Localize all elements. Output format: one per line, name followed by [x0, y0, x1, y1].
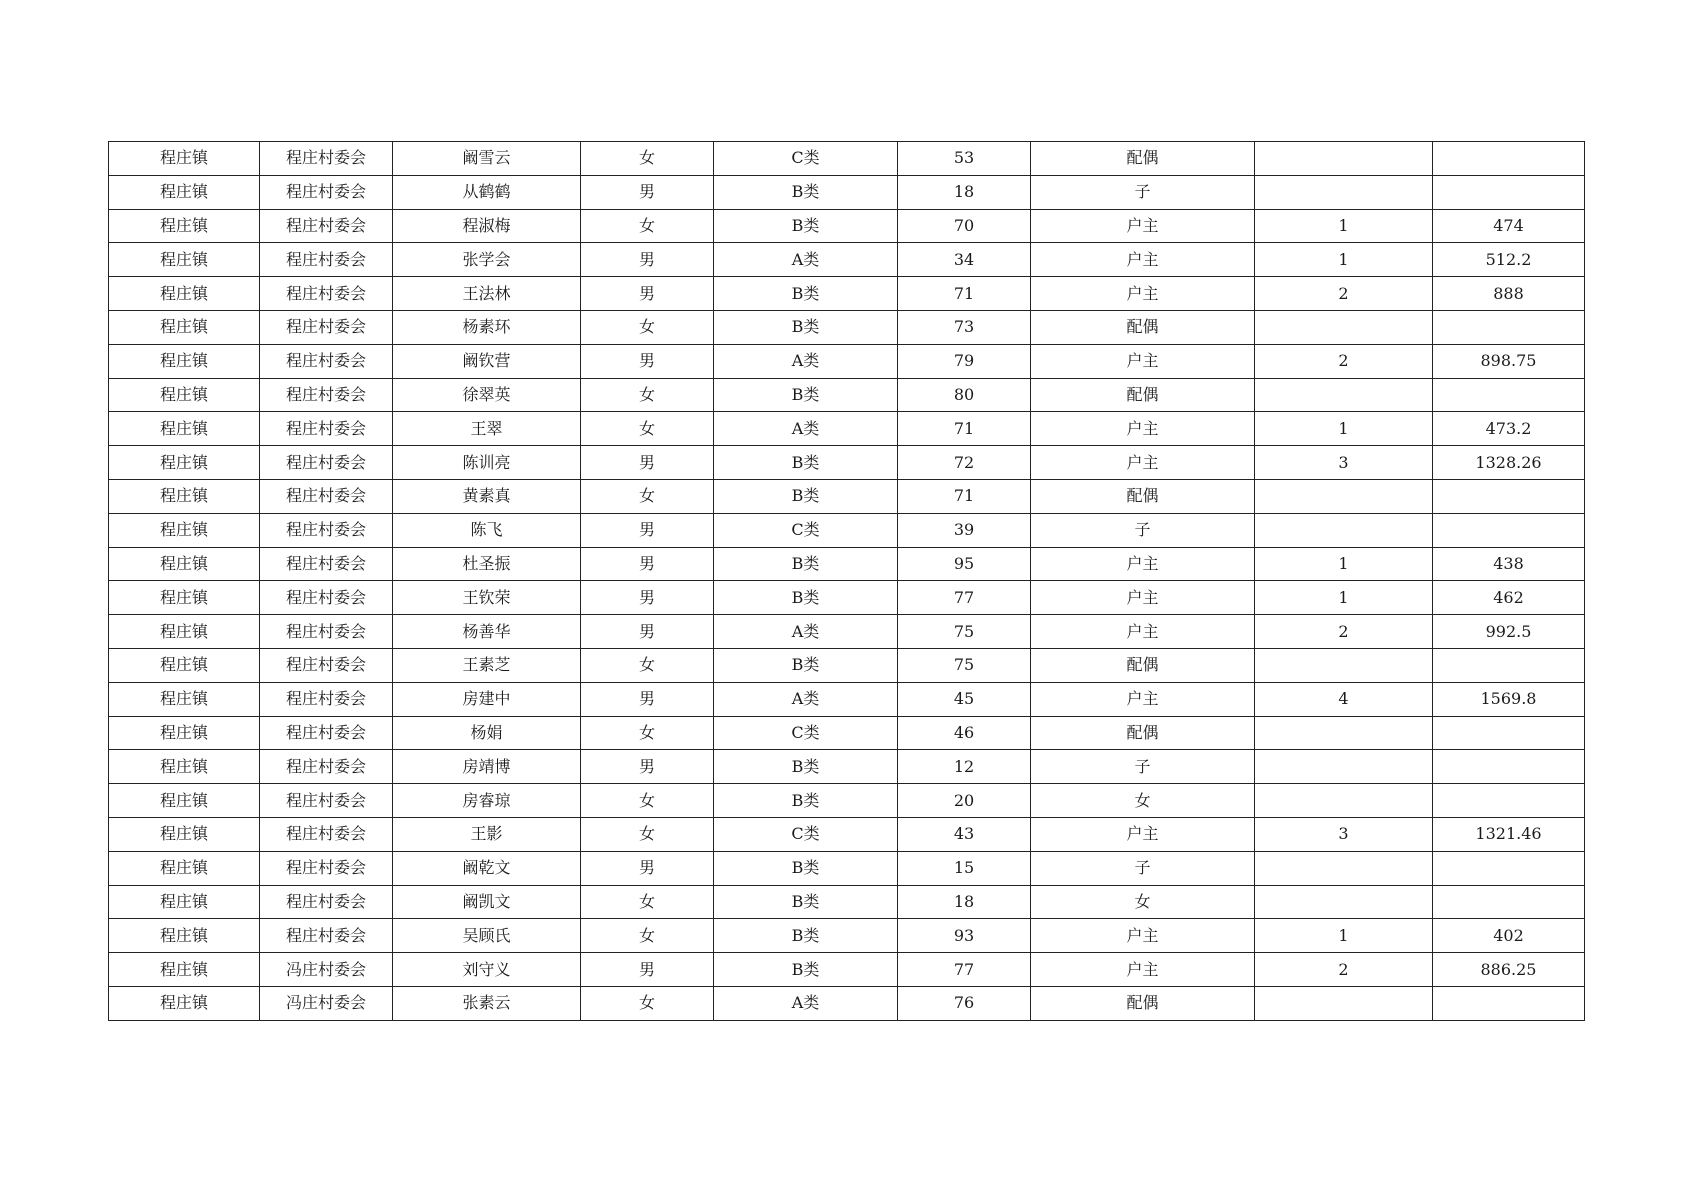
household-size-cell: 1 [1255, 209, 1433, 243]
village-committee-cell: 程庄村委会 [260, 615, 393, 649]
table-row [109, 310, 1585, 344]
town-cell: 程庄镇 [109, 716, 260, 750]
gender-cell: 男 [581, 953, 714, 987]
age-cell: 75 [898, 615, 1031, 649]
name-cell: 杨素环 [393, 310, 581, 344]
table-row [109, 817, 1585, 851]
category-cell: C类 [714, 817, 898, 851]
category-cell: A类 [714, 986, 898, 1020]
relation-cell: 配偶 [1031, 378, 1255, 412]
town-cell: 程庄镇 [109, 784, 260, 818]
village-committee-cell: 程庄村委会 [260, 919, 393, 953]
category-cell: A类 [714, 615, 898, 649]
village-committee-cell: 程庄村委会 [260, 277, 393, 311]
table-row [109, 885, 1585, 919]
gender-cell: 男 [581, 513, 714, 547]
category-cell: B类 [714, 784, 898, 818]
age-cell: 73 [898, 310, 1031, 344]
village-committee-cell: 程庄村委会 [260, 175, 393, 209]
town-cell: 程庄镇 [109, 851, 260, 885]
village-committee-cell: 程庄村委会 [260, 648, 393, 682]
name-cell: 杨娟 [393, 716, 581, 750]
household-size-cell: 2 [1255, 615, 1433, 649]
name-cell: 陈飞 [393, 513, 581, 547]
age-cell: 79 [898, 344, 1031, 378]
gender-cell: 女 [581, 885, 714, 919]
gender-cell: 女 [581, 784, 714, 818]
name-cell: 张素云 [393, 986, 581, 1020]
age-cell: 72 [898, 446, 1031, 480]
name-cell: 从鹤鹤 [393, 175, 581, 209]
household-size-cell: 2 [1255, 277, 1433, 311]
village-committee-cell: 程庄村委会 [260, 344, 393, 378]
category-cell: B类 [714, 446, 898, 480]
table-row [109, 851, 1585, 885]
age-cell: 71 [898, 277, 1031, 311]
gender-cell: 男 [581, 446, 714, 480]
relation-cell: 配偶 [1031, 142, 1255, 176]
table-row [109, 344, 1585, 378]
relation-cell: 户主 [1031, 243, 1255, 277]
name-cell: 阚钦营 [393, 344, 581, 378]
household-size-cell [1255, 310, 1433, 344]
amount-cell: 474 [1433, 209, 1585, 243]
table-row [109, 243, 1585, 277]
table-row [109, 175, 1585, 209]
relation-cell: 子 [1031, 513, 1255, 547]
table-row [109, 277, 1585, 311]
village-committee-cell: 程庄村委会 [260, 378, 393, 412]
age-cell: 53 [898, 142, 1031, 176]
table-row [109, 784, 1585, 818]
town-cell: 程庄镇 [109, 513, 260, 547]
gender-cell: 男 [581, 682, 714, 716]
amount-cell [1433, 851, 1585, 885]
name-cell: 房睿琼 [393, 784, 581, 818]
village-committee-cell: 程庄村委会 [260, 784, 393, 818]
town-cell: 程庄镇 [109, 479, 260, 513]
age-cell: 77 [898, 953, 1031, 987]
category-cell: B类 [714, 310, 898, 344]
age-cell: 15 [898, 851, 1031, 885]
town-cell: 程庄镇 [109, 615, 260, 649]
household-size-cell: 1 [1255, 919, 1433, 953]
household-size-cell [1255, 479, 1433, 513]
category-cell: C类 [714, 716, 898, 750]
gender-cell: 男 [581, 547, 714, 581]
town-cell: 程庄镇 [109, 750, 260, 784]
name-cell: 房靖博 [393, 750, 581, 784]
amount-cell [1433, 784, 1585, 818]
town-cell: 程庄镇 [109, 547, 260, 581]
town-cell: 程庄镇 [109, 817, 260, 851]
household-size-cell [1255, 175, 1433, 209]
age-cell: 71 [898, 479, 1031, 513]
village-committee-cell: 程庄村委会 [260, 209, 393, 243]
relation-cell: 子 [1031, 851, 1255, 885]
category-cell: A类 [714, 344, 898, 378]
table-row [109, 648, 1585, 682]
amount-cell [1433, 479, 1585, 513]
table-row [109, 412, 1585, 446]
table-row [109, 750, 1585, 784]
town-cell: 程庄镇 [109, 919, 260, 953]
household-size-cell: 3 [1255, 446, 1433, 480]
age-cell: 45 [898, 682, 1031, 716]
age-cell: 80 [898, 378, 1031, 412]
amount-cell: 512.2 [1433, 243, 1585, 277]
gender-cell: 女 [581, 919, 714, 953]
category-cell: B类 [714, 277, 898, 311]
village-committee-cell: 程庄村委会 [260, 885, 393, 919]
relation-cell: 户主 [1031, 817, 1255, 851]
gender-cell: 男 [581, 581, 714, 615]
household-size-cell [1255, 784, 1433, 818]
village-committee-cell: 程庄村委会 [260, 682, 393, 716]
gender-cell: 女 [581, 716, 714, 750]
village-committee-cell: 程庄村委会 [260, 513, 393, 547]
amount-cell [1433, 378, 1585, 412]
village-committee-cell: 程庄村委会 [260, 243, 393, 277]
household-size-cell: 1 [1255, 547, 1433, 581]
household-size-cell: 1 [1255, 243, 1433, 277]
relation-cell: 户主 [1031, 682, 1255, 716]
amount-cell [1433, 142, 1585, 176]
town-cell: 程庄镇 [109, 648, 260, 682]
name-cell: 张学会 [393, 243, 581, 277]
household-size-cell: 1 [1255, 412, 1433, 446]
category-cell: B类 [714, 378, 898, 412]
category-cell: B类 [714, 581, 898, 615]
gender-cell: 女 [581, 817, 714, 851]
amount-cell: 886.25 [1433, 953, 1585, 987]
table-row [109, 716, 1585, 750]
household-size-cell [1255, 513, 1433, 547]
relation-cell: 子 [1031, 750, 1255, 784]
data-table [108, 141, 1585, 1021]
table-row [109, 581, 1585, 615]
town-cell: 程庄镇 [109, 209, 260, 243]
name-cell: 王法林 [393, 277, 581, 311]
relation-cell: 户主 [1031, 953, 1255, 987]
town-cell: 程庄镇 [109, 344, 260, 378]
gender-cell: 男 [581, 277, 714, 311]
category-cell: B类 [714, 547, 898, 581]
amount-cell [1433, 885, 1585, 919]
category-cell: B类 [714, 885, 898, 919]
category-cell: B类 [714, 919, 898, 953]
gender-cell: 男 [581, 344, 714, 378]
town-cell: 程庄镇 [109, 581, 260, 615]
relation-cell: 户主 [1031, 547, 1255, 581]
relation-cell: 户主 [1031, 412, 1255, 446]
town-cell: 程庄镇 [109, 885, 260, 919]
town-cell: 程庄镇 [109, 142, 260, 176]
town-cell: 程庄镇 [109, 175, 260, 209]
age-cell: 93 [898, 919, 1031, 953]
gender-cell: 男 [581, 615, 714, 649]
category-cell: B类 [714, 648, 898, 682]
village-committee-cell: 程庄村委会 [260, 750, 393, 784]
amount-cell: 473.2 [1433, 412, 1585, 446]
age-cell: 20 [898, 784, 1031, 818]
name-cell: 黄素真 [393, 479, 581, 513]
relation-cell: 户主 [1031, 615, 1255, 649]
table-row [109, 513, 1585, 547]
name-cell: 王影 [393, 817, 581, 851]
age-cell: 12 [898, 750, 1031, 784]
name-cell: 房建中 [393, 682, 581, 716]
household-size-cell [1255, 851, 1433, 885]
category-cell: C类 [714, 142, 898, 176]
village-committee-cell: 程庄村委会 [260, 142, 393, 176]
amount-cell [1433, 750, 1585, 784]
household-size-cell: 4 [1255, 682, 1433, 716]
gender-cell: 女 [581, 648, 714, 682]
name-cell: 杜圣振 [393, 547, 581, 581]
table-row [109, 682, 1585, 716]
household-size-cell [1255, 750, 1433, 784]
name-cell: 程淑梅 [393, 209, 581, 243]
age-cell: 75 [898, 648, 1031, 682]
amount-cell: 888 [1433, 277, 1585, 311]
gender-cell: 男 [581, 851, 714, 885]
age-cell: 18 [898, 175, 1031, 209]
category-cell: B类 [714, 953, 898, 987]
category-cell: B类 [714, 209, 898, 243]
name-cell: 王钦荣 [393, 581, 581, 615]
relation-cell: 配偶 [1031, 310, 1255, 344]
town-cell: 程庄镇 [109, 953, 260, 987]
name-cell: 阚雪云 [393, 142, 581, 176]
age-cell: 18 [898, 885, 1031, 919]
table-row [109, 479, 1585, 513]
household-size-cell [1255, 648, 1433, 682]
relation-cell: 户主 [1031, 344, 1255, 378]
household-size-cell [1255, 378, 1433, 412]
amount-cell: 992.5 [1433, 615, 1585, 649]
category-cell: A类 [714, 682, 898, 716]
relation-cell: 配偶 [1031, 479, 1255, 513]
table-row [109, 615, 1585, 649]
amount-cell: 898.75 [1433, 344, 1585, 378]
name-cell: 杨善华 [393, 615, 581, 649]
village-committee-cell: 程庄村委会 [260, 479, 393, 513]
age-cell: 46 [898, 716, 1031, 750]
name-cell: 刘守义 [393, 953, 581, 987]
age-cell: 43 [898, 817, 1031, 851]
relation-cell: 配偶 [1031, 648, 1255, 682]
name-cell: 阚凯文 [393, 885, 581, 919]
amount-cell [1433, 175, 1585, 209]
amount-cell: 438 [1433, 547, 1585, 581]
amount-cell: 462 [1433, 581, 1585, 615]
table-row [109, 142, 1585, 176]
village-committee-cell: 冯庄村委会 [260, 986, 393, 1020]
relation-cell: 配偶 [1031, 716, 1255, 750]
town-cell: 程庄镇 [109, 446, 260, 480]
name-cell: 王素芝 [393, 648, 581, 682]
household-size-cell: 1 [1255, 581, 1433, 615]
category-cell: B类 [714, 851, 898, 885]
age-cell: 95 [898, 547, 1031, 581]
amount-cell [1433, 986, 1585, 1020]
household-size-cell [1255, 885, 1433, 919]
gender-cell: 女 [581, 378, 714, 412]
amount-cell: 1321.46 [1433, 817, 1585, 851]
name-cell: 阚乾文 [393, 851, 581, 885]
relation-cell: 配偶 [1031, 986, 1255, 1020]
town-cell: 程庄镇 [109, 412, 260, 446]
village-committee-cell: 程庄村委会 [260, 412, 393, 446]
town-cell: 程庄镇 [109, 378, 260, 412]
category-cell: A类 [714, 243, 898, 277]
table-row [109, 986, 1585, 1020]
town-cell: 程庄镇 [109, 277, 260, 311]
name-cell: 陈训亮 [393, 446, 581, 480]
household-size-cell [1255, 142, 1433, 176]
household-size-cell [1255, 986, 1433, 1020]
village-committee-cell: 程庄村委会 [260, 817, 393, 851]
category-cell: B类 [714, 750, 898, 784]
relation-cell: 户主 [1031, 581, 1255, 615]
amount-cell [1433, 310, 1585, 344]
relation-cell: 女 [1031, 885, 1255, 919]
town-cell: 程庄镇 [109, 243, 260, 277]
village-committee-cell: 程庄村委会 [260, 716, 393, 750]
name-cell: 王翠 [393, 412, 581, 446]
household-size-cell: 2 [1255, 344, 1433, 378]
village-committee-cell: 程庄村委会 [260, 581, 393, 615]
table-row [109, 547, 1585, 581]
category-cell: B类 [714, 175, 898, 209]
table-row [109, 209, 1585, 243]
gender-cell: 男 [581, 243, 714, 277]
village-committee-cell: 程庄村委会 [260, 446, 393, 480]
table-row [109, 953, 1585, 987]
town-cell: 程庄镇 [109, 682, 260, 716]
amount-cell [1433, 648, 1585, 682]
age-cell: 77 [898, 581, 1031, 615]
relation-cell: 女 [1031, 784, 1255, 818]
relation-cell: 户主 [1031, 446, 1255, 480]
age-cell: 39 [898, 513, 1031, 547]
category-cell: A类 [714, 412, 898, 446]
age-cell: 76 [898, 986, 1031, 1020]
amount-cell: 1569.8 [1433, 682, 1585, 716]
relation-cell: 户主 [1031, 277, 1255, 311]
relation-cell: 户主 [1031, 919, 1255, 953]
gender-cell: 女 [581, 479, 714, 513]
relation-cell: 户主 [1031, 209, 1255, 243]
category-cell: C类 [714, 513, 898, 547]
gender-cell: 女 [581, 986, 714, 1020]
gender-cell: 女 [581, 310, 714, 344]
amount-cell [1433, 513, 1585, 547]
name-cell: 吴顾氏 [393, 919, 581, 953]
gender-cell: 男 [581, 750, 714, 784]
gender-cell: 男 [581, 175, 714, 209]
table-row [109, 378, 1585, 412]
amount-cell: 402 [1433, 919, 1585, 953]
town-cell: 程庄镇 [109, 986, 260, 1020]
gender-cell: 女 [581, 209, 714, 243]
amount-cell [1433, 716, 1585, 750]
gender-cell: 女 [581, 142, 714, 176]
table-row [109, 919, 1585, 953]
amount-cell: 1328.26 [1433, 446, 1585, 480]
gender-cell: 女 [581, 412, 714, 446]
village-committee-cell: 冯庄村委会 [260, 953, 393, 987]
village-committee-cell: 程庄村委会 [260, 851, 393, 885]
household-size-cell [1255, 716, 1433, 750]
category-cell: B类 [714, 479, 898, 513]
relation-cell: 子 [1031, 175, 1255, 209]
table-row [109, 446, 1585, 480]
village-committee-cell: 程庄村委会 [260, 310, 393, 344]
name-cell: 徐翠英 [393, 378, 581, 412]
table-body [109, 142, 1585, 1021]
age-cell: 34 [898, 243, 1031, 277]
age-cell: 70 [898, 209, 1031, 243]
village-committee-cell: 程庄村委会 [260, 547, 393, 581]
household-size-cell: 3 [1255, 817, 1433, 851]
age-cell: 71 [898, 412, 1031, 446]
town-cell: 程庄镇 [109, 310, 260, 344]
household-size-cell: 2 [1255, 953, 1433, 987]
